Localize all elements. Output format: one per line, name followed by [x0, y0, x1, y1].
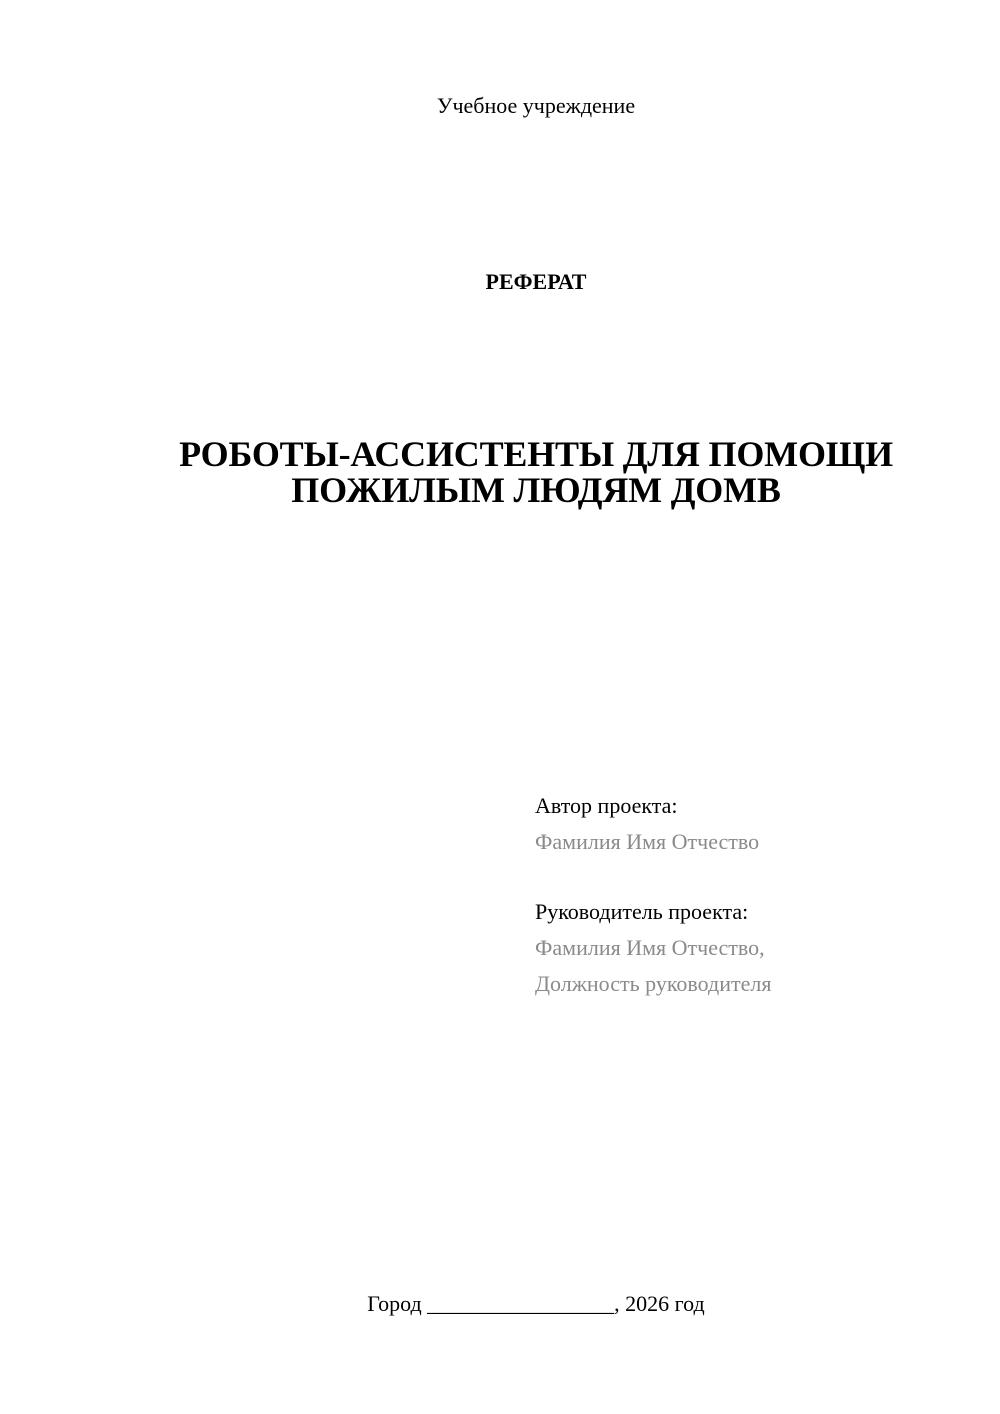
supervisor-name: Фамилия Имя Отчество, — [535, 935, 765, 960]
credits-block — [535, 788, 975, 1002]
institution-name: Учебное учреждение — [436, 93, 636, 118]
document-title — [100, 436, 972, 508]
title-line-1: РОБОТЫ-АССИСТЕНТЫ ДЛЯ ПОМОЩИ — [179, 434, 893, 474]
document-type: РЕФЕРАТ — [485, 269, 587, 294]
author-name: Фамилия Имя Отчество — [535, 829, 760, 854]
supervisor-position: Должность руководителя — [535, 971, 772, 996]
credits-spacer — [535, 860, 975, 894]
title-line-2: ПОЖИЛЫМ ЛЮДЯМ ДОМВ — [291, 470, 781, 510]
supervisor-label: Руководитель проекта: — [535, 899, 749, 924]
author-label: Автор проекта: — [535, 793, 678, 818]
city-year-line: Город _________________, 2026 год — [367, 1291, 705, 1316]
